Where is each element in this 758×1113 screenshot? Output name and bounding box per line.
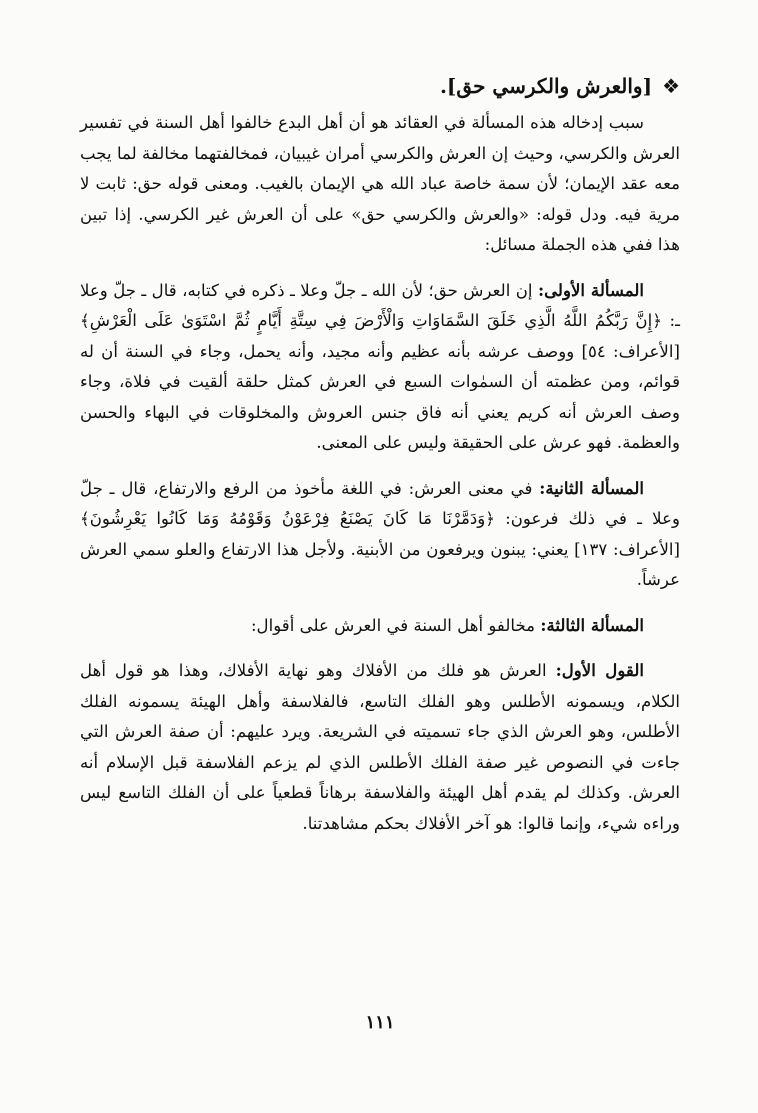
- saying-one-text: العرش هو فلك من الأفلاك وهو نهاية الأفلاك، وهذا هو قول أهل الكلام، ويسمونه الأطلس وهو الفلك التاسع، فالفلاسفة وأهل الهيئة يسمونه الفلك الأطلس، وهو العرش الذي جاء تسميته في الشريعة. ويرد عليهم: أن صفة العرش التي جاءت في النصوص غير صفة الفلك الأطلس الذي لم يزعم الفلاسفة قبل الإسلام أنه العرش. وكذلك لم يقدم أهل الهيئة والفلاسفة برهاناً قطعياً على أن الفلك التاسع ليس وراءه شيء، وإنما قالوا: هو آخر الأفلاك بحكم مشاهدتنا.: [80, 661, 680, 833]
- page-number: ١١١: [365, 1012, 395, 1033]
- issue-one-text-part1: إن العرش حق؛ لأن الله ـ جلّ وعلا ـ ذكره في كتابه، قال ـ جلّ وعلا ـ:: [80, 280, 680, 330]
- issue-two-label: المسألة الثانية:: [539, 477, 645, 498]
- section-heading: [80, 64, 680, 108]
- intro-text: سبب إدخاله هذه المسألة في العقائد هو أن أهل البدع خالفوا أهل السنة في تفسير العرش والكرسي، وحيث إن العرش والكرسي أمران غيبيان، فمخالفتهما مخالفة لما يجب معه عقد الإيمان؛ لأن سمة خاصة عباد الله هي الإيمان بالغيب. ومعنى قوله حق: ثابت لا مرية فيه. ودل قوله: «والعرش والكرسي حق» على أن العرش غير الكرسي. إذا تبين هذا ففي هذه الجملة مسائل:: [80, 113, 680, 254]
- quran-verse-araf-137: ﴿وَدَمَّرْنَا مَا كَانَ يَصْنَعُ فِرْعَوْنُ وَقَوْمُهُ وَمَا كَانُوا يَعْرِشُونَ﴾: [80, 509, 495, 528]
- saying-one-paragraph: [80, 655, 680, 839]
- issue-two-text-part1: في معنى العرش: في اللغة مأخوذ من الرفع والارتفاع، قال ـ جلّ وعلا ـ في ذلك فرعون:: [80, 478, 680, 528]
- quran-verse-araf-54: ﴿إِنَّ رَبَّكُمُ اللَّهُ الَّذِي خَلَقَ السَّمَاوَاتِ وَالْأَرْضَ فِي سِتَّةِ أَيَّامٍ ثُمَّ اسْتَوَىٰ عَلَى الْعَرْشِ﴾: [80, 311, 662, 330]
- saying-one-label: القول الأول:: [555, 660, 644, 680]
- section-title: [والعرش والكرسي حق].: [439, 74, 653, 98]
- issue-one-text-part2: [الأعراف: ٥٤] ووصف عرشه بأنه عظيم وأنه مجيد، وأنه يحمل، وجاء في السنة أن له قوائم، ومن عظمته أن السمٰوات السبع في العرش كمثل حلقة ألقيت في فلاة، وجاء وصف العرش أنه كريم يعني أنه فاق جنس العروش والمخلوقات في البهاء والحسن والعظمة. فهو عرش على الحقيقة وليس على المعنى.: [80, 341, 680, 452]
- issue-three-text: مخالفو أهل السنة في العرش على أقوال:: [250, 615, 541, 635]
- intro-paragraph: [80, 108, 680, 261]
- issue-three-paragraph: [80, 610, 680, 642]
- issue-two-paragraph: [80, 473, 680, 596]
- issue-one-label: المسألة الأولى:: [537, 279, 645, 300]
- diamond-bullet-icon: ❖: [662, 74, 680, 98]
- issue-three-label: المسألة الثالثة:: [540, 614, 644, 635]
- issue-one-paragraph: [80, 275, 680, 459]
- book-page: [80, 64, 680, 1064]
- issue-two-text-part2: [الأعراف: ١٣٧] يعني: يبنون ويرفعون من الأبنية. ولأجل هذا الارتفاع والعلو سمي العرش عرشاً.: [80, 539, 680, 589]
